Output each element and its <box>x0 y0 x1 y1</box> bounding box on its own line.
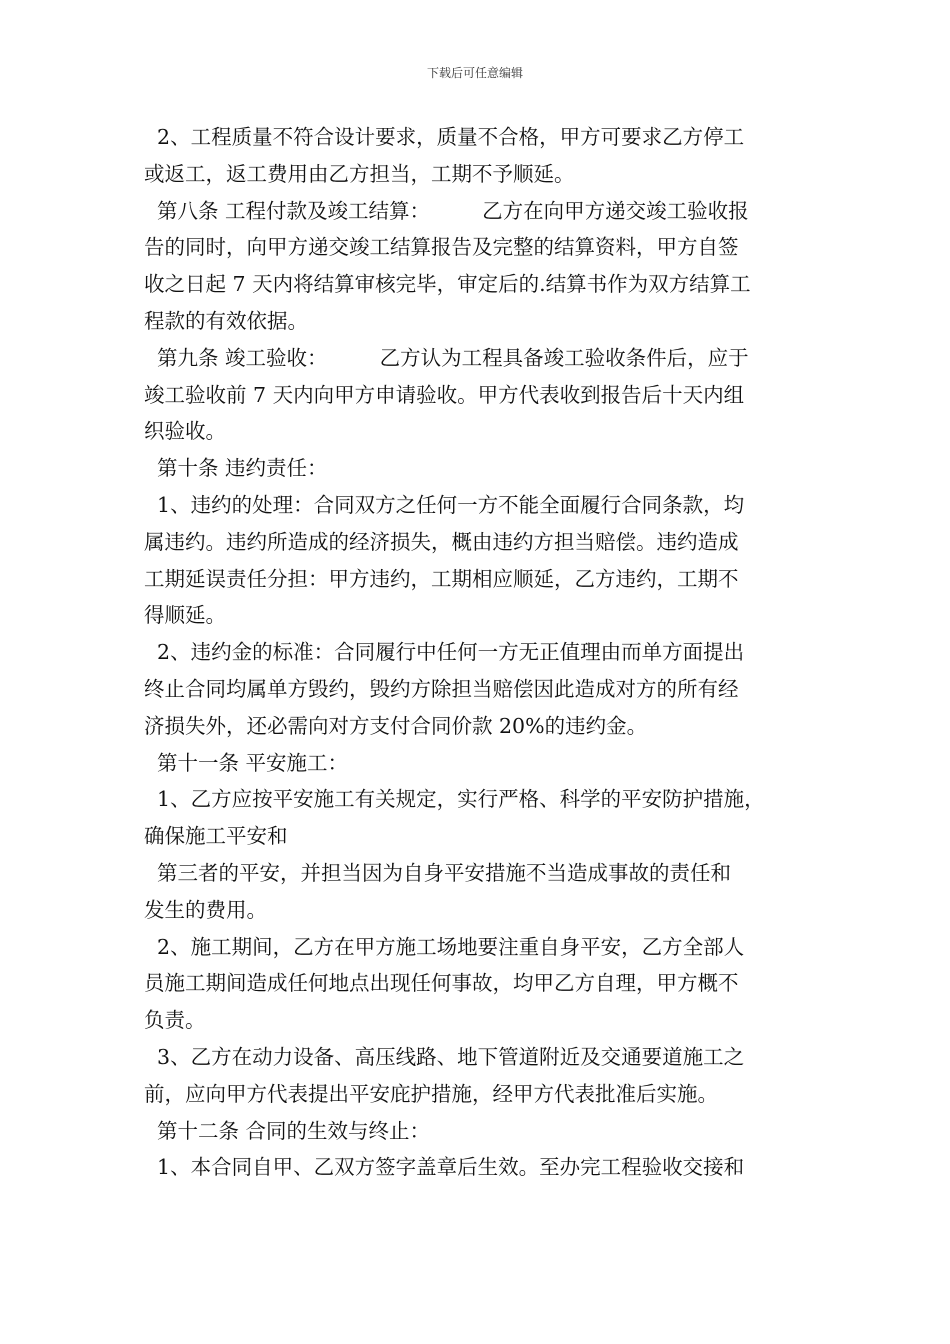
text-line: 织验收。 <box>144 419 226 444</box>
text-line: 员施工期间造成任何地点出现任何事故，均甲乙方自理，甲方概不 <box>144 971 739 996</box>
text-line: 终止合同均属单方毁约，毁约方除担当赔偿因此造成对方的所有经 <box>144 676 739 701</box>
text-line: 前，应向甲方代表提出平安庇护措施，经甲方代表批准后实施。 <box>144 1081 718 1106</box>
text-line: 第九条 竣工验收： 乙方认为工程具备竣工验收条件后，应于 <box>144 345 749 370</box>
text-line: 1、违约的处理：合同双方之任何一方不能全面履行合同条款，均 <box>144 492 745 517</box>
text-line: 或返工，返工费用由乙方担当，工期不予顺延。 <box>144 161 575 186</box>
text-line: 收之日起 7 天内将结算审核完毕，审定后的.结算书作为双方结算工 <box>144 272 751 297</box>
text-line: 1、本合同自甲、乙双方签字盖章后生效。至办完工程验收交接和 <box>144 1155 745 1180</box>
text-line: 发生的费用。 <box>144 897 267 922</box>
page-header-note: 下载后可任意编辑 <box>426 66 523 80</box>
text-line: 属违约。违约所造成的经济损失，概由违约方担当赔偿。违约造成 <box>144 529 739 554</box>
text-line: 工期延误责任分担：甲方违约，工期相应顺延，乙方违约，工期不 <box>144 566 739 591</box>
text-line: 第十一条 平安施工： <box>144 750 349 775</box>
text-line: 第八条 工程付款及竣工结算： 乙方在向甲方递交竣工验收报 <box>144 198 749 223</box>
text-line: 第十二条 合同的生效与终止： <box>144 1118 431 1143</box>
text-line: 第十条 违约责任： <box>144 456 328 481</box>
text-line: 第三者的平安，并担当因为自身平安措施不当造成事故的责任和 <box>144 860 732 885</box>
text-line: 济损失外，还必需向对方支付合同价款 20%的违约金。 <box>144 713 648 738</box>
text-line: 告的同时，向甲方递交竣工结算报告及完整的结算资料，甲方自签 <box>144 235 739 260</box>
text-line: 负责。 <box>144 1008 206 1033</box>
text-line: 2、违约金的标准：合同履行中任何一方无正值理由而单方面提出 <box>144 640 745 665</box>
text-line: 2、工程质量不符合设计要求，质量不合格，甲方可要求乙方停工 <box>144 125 745 149</box>
text-line: 得顺延。 <box>144 603 226 628</box>
text-line: 3、乙方在动力设备、高压线路、地下管道附近及交通要道施工之 <box>144 1044 745 1069</box>
text-line: 程款的有效依据。 <box>144 308 308 333</box>
text-line: 确保施工平安和 <box>144 824 288 849</box>
text-line: 竣工验收前 7 天内向甲方申请验收。甲方代表收到报告后十天内组 <box>144 382 745 407</box>
text-line: 2、施工期间，乙方在甲方施工场地要注重自身平安，乙方全部人 <box>144 934 745 959</box>
text-line: 1、乙方应按平安施工有关规定，实行严格、科学的平安防护措施， <box>144 787 765 812</box>
document-body <box>144 119 824 1186</box>
